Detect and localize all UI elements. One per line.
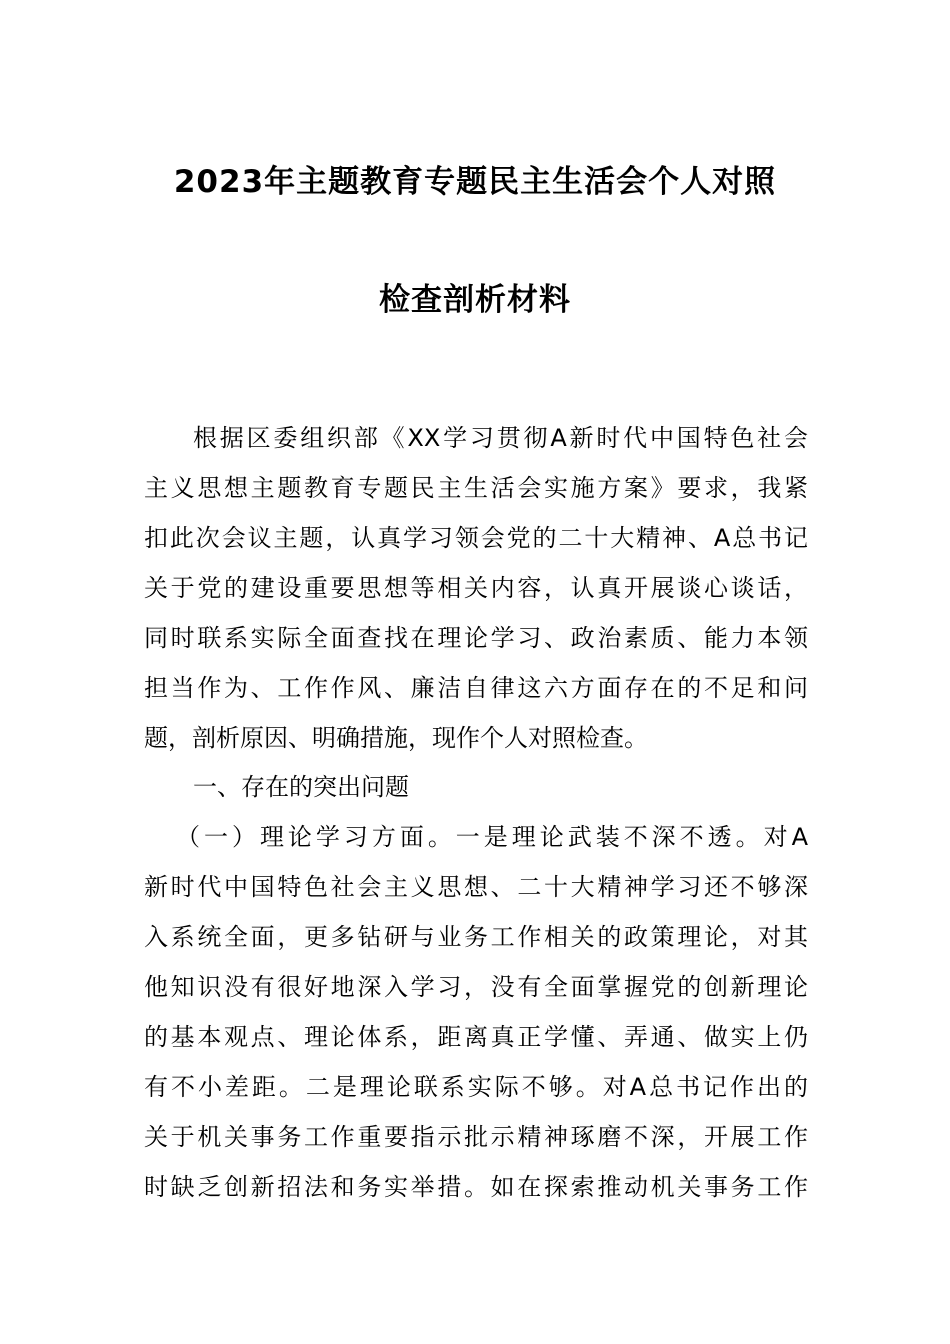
- body-line: 题，剖析原因、明确措施，现作个人对照检查。: [144, 724, 648, 752]
- body-line: 扣此次会议主题，认真学习领会党的二十大精神、A总书记: [144, 524, 808, 552]
- section-heading: 一、存在的突出问题: [193, 773, 409, 801]
- body-line: 的基本观点、理论体系，距离真正学懂、弄通、做实上仍: [144, 1023, 808, 1051]
- body-line: 新时代中国特色社会主义思想、二十大精神学习还不够深: [144, 873, 808, 901]
- body-line: 他知识没有很好地深入学习，没有全面掌握党的创新理论: [144, 973, 808, 1001]
- body-line: （一）理论学习方面。一是理论武装不深不透。对A: [176, 823, 808, 851]
- body-line: 有不小差距。二是理论联系实际不够。对A总书记作出的: [144, 1073, 808, 1101]
- body-line: 关于党的建设重要思想等相关内容，认真开展谈心谈话，: [144, 574, 808, 602]
- body-line: 根据区委组织部《XX学习贯彻A新时代中国特色社会: [193, 424, 808, 452]
- body-line: 入系统全面，更多钻研与业务工作相关的政策理论，对其: [144, 923, 808, 951]
- body-line: 主义思想主题教育专题民主生活会实施方案》要求，我紧: [144, 474, 808, 502]
- body-line: 同时联系实际全面查找在理论学习、政治素质、能力本领: [144, 624, 808, 652]
- document-title-line-2: 检查剖析材料: [379, 282, 571, 318]
- body-line: 时缺乏创新招法和务实举措。如在探索推动机关事务工作: [144, 1173, 808, 1201]
- body-line: 关于机关事务工作重要指示批示精神琢磨不深，开展工作: [144, 1123, 808, 1151]
- body-line: 担当作为、工作作风、廉洁自律这六方面存在的不足和问: [144, 674, 808, 702]
- document-title-line-1: 2023年主题教育专题民主生活会个人对照: [173, 164, 777, 200]
